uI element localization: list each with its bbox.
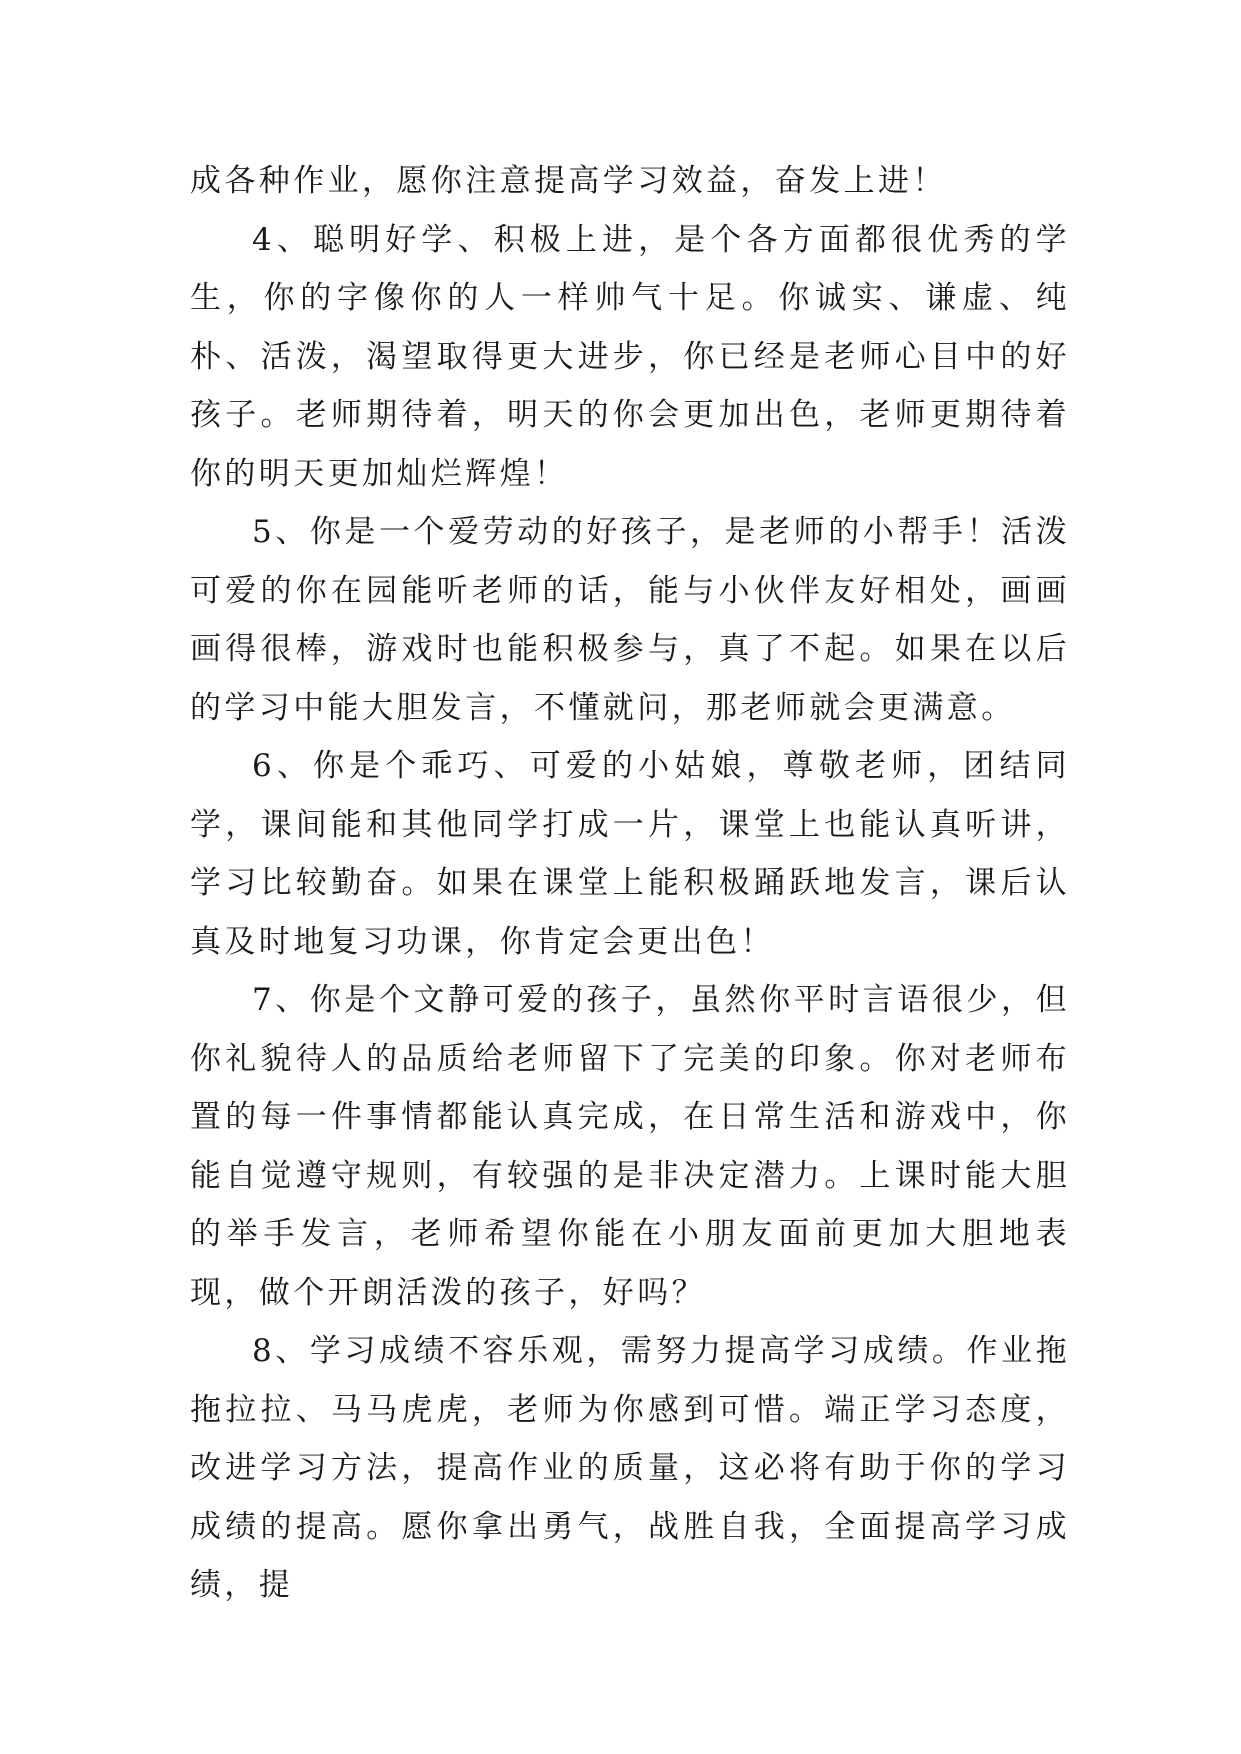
paragraph-comment-6: 6、你是个乖巧、可爱的小姑娘，尊敬老师，团结同学，课间能和其他同学打成一片，课堂上也能认真听讲，学习比较勤奋。如果在课堂上能积极踊跃地发言，课后认真及时地复习功课，你肯定会更出色！ [190,748,1070,960]
paragraph-comment-4: 4、聪明好学、积极上进，是个各方面都很优秀的学生，你的字像你的人一样帅气十足。你诚实、谦虚、纯朴、活泼，渴望取得更大进步，你已经是老师心目中的好孩子。老师期待着，明天的你会更加出色，老师更期待着你的明天更加灿烂辉煌！ [190,221,1070,492]
paragraph-continuation: 成各种作业，愿你注意提高学习效益，奋发上进！ [190,163,947,199]
paragraph-comment-7: 7、你是个文静可爱的孩子，虽然你平时言语很少，但你礼貌待人的品质给老师留下了完美的印象。你对老师布置的每一件事情都能认真完成，在日常生活和游戏中，你能自觉遵守规则，有较强的是非决定潜力。上课时能大胆的举手发言，老师希望你能在小朋友面前更加大胆地表现，做个开朗活泼的孩子，好吗？ [190,982,1070,1311]
paragraph-comment-5: 5、你是一个爱劳动的好孩子，是老师的小帮手！活泼可爱的你在园能听老师的话，能与小伙伴友好相处，画画画得很棒，游戏时也能积极参与，真了不起。如果在以后的学习中能大胆发言，不懂就问，那老师就会更满意。 [190,514,1070,726]
document-body [190,152,1070,1615]
paragraph-comment-8: 8、学习成绩不容乐观，需努力提高学习成绩。作业拖拖拉拉、马马虎虎，老师为你感到可惜。端正学习态度，改进学习方法，提高作业的质量，这必将有助于你的学习成绩的提高。愿你拿出勇气，战胜自我，全面提高学习成绩，提 [190,1333,1070,1603]
